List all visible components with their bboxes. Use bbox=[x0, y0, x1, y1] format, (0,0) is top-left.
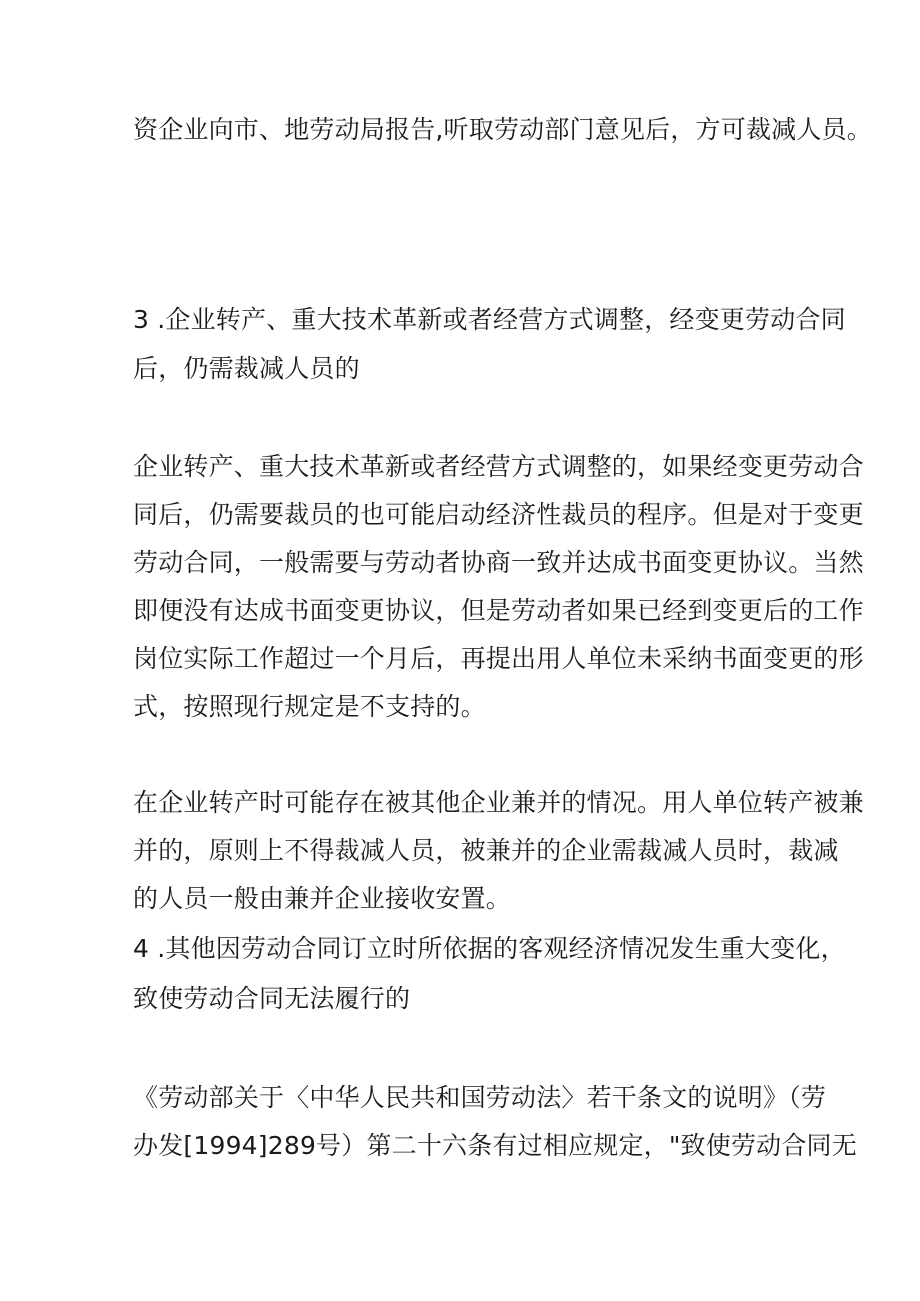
section-heading-line: 致使劳动合同无法履行的 bbox=[133, 984, 411, 1013]
paragraph-line: 即便没有达成书面变更协议，但是劳动者如果已经到变更后的工作 bbox=[133, 596, 864, 625]
paragraph-line: 的人员一般由兼并企业接收安置。 bbox=[133, 884, 512, 913]
paragraph-line: 在企业转产时可能存在被其他企业兼并的情况。用人单位转产被兼 bbox=[133, 788, 864, 817]
paragraph-line: 《劳动部关于〈中华人民共和国劳动法〉若干条文的说明》（劳 bbox=[133, 1083, 827, 1112]
paragraph-line: 企业转产、重大技术革新或者经营方式调整的，如果经变更劳动合 bbox=[133, 452, 864, 481]
paragraph-line: 资企业向市、地劳动局报告,听取劳动部门意见后，方可裁减人员。 bbox=[133, 115, 872, 144]
paragraph-line: 办发[1994]289号）第二十六条有过相应规定，"致使劳动合同无 bbox=[133, 1131, 857, 1160]
paragraph-line: 同后，仍需要裁员的也可能启动经济性裁员的程序。但是对于变更 bbox=[133, 500, 864, 529]
section-heading-line: 3 .企业转产、重大技术革新或者经营方式调整，经变更劳动合同 bbox=[133, 305, 846, 334]
paragraph-line: 并的，原则上不得裁减人员，被兼并的企业需裁减人员时，裁减 bbox=[133, 836, 839, 865]
section-heading-line: 后，仍需裁减人员的 bbox=[133, 354, 360, 383]
section-heading-line: 4 .其他因劳动合同订立时所依据的客观经济情况发生重大变化， bbox=[133, 934, 846, 963]
paragraph-line: 劳动合同，一般需要与劳动者协商一致并达成书面变更协议。当然 bbox=[133, 548, 864, 577]
paragraph-line: 式，按照现行规定是不支持的。 bbox=[133, 692, 486, 721]
paragraph-line: 岗位实际工作超过一个月后，再提出用人单位未采纳书面变更的形 bbox=[133, 644, 864, 673]
